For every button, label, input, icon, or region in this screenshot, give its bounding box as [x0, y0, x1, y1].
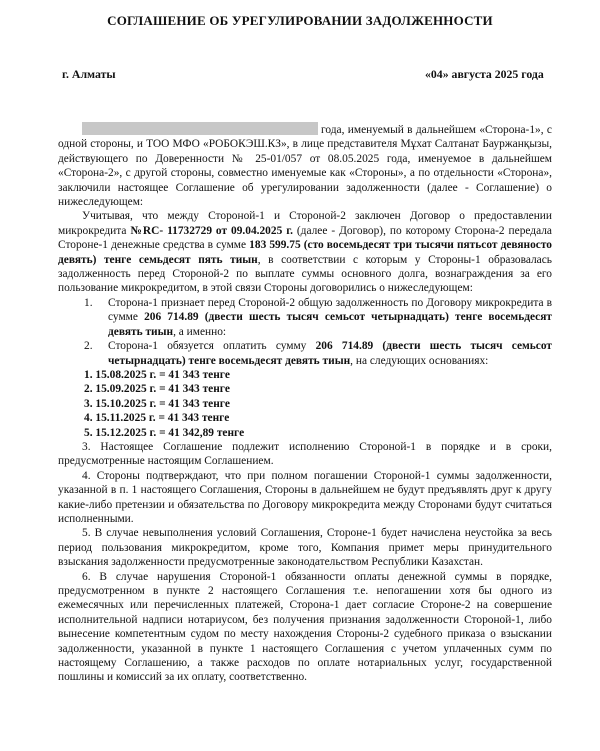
list-item: [58, 296, 552, 339]
intro-paragraph: [58, 122, 552, 209]
contract-number: №RC- 11732729 от 09.04.2025 г.: [130, 224, 293, 237]
clause-4: 4. Стороны подтверждают, что при полном погашении Стороной-1 суммы задолженности, указанной в п. 1 настоящего Соглашения, Стороны в дальнейшем не будут предъявлять друг к другу какие-либо претензии и обязательства по Договору микрокредита между Сторонами будут считаться исполненными.: [58, 469, 552, 525]
payment-row: 5. 15.12.2025 г. = 41 342,89 тенге: [84, 426, 245, 439]
clause-6: 6. В случае нарушения Стороной-1 обязанности оплаты денежной суммы в порядке, предусмотренном в пункте 2 настоящего Соглашения т.е. непогашении хотя бы одного из ежемесячных или перечисленных платежей, Сторона-1 дает согласие Стороне-2 на совершение исполнительной надписи нотариусом, без получения признания задолженности Стороной-1, либо вынесение компетентным судом по месту нахождения Стороны-2 судебного приказа о взыскании задолженности, указанной в пункте 1 настоящего Соглашения с учетом уплаченных сумм по настоящему Соглашению, а также расходов по оплате нотариальных услуг, государственной пошлины и комиссий за их оплату, соответственно.: [58, 570, 552, 684]
payment-row: 2. 15.09.2025 г. = 41 343 тенге: [84, 383, 230, 396]
loan-amount: 183 599.75 (сто восемьдесят три тысячи пятьсот девяносто девять) тенге семьдесят пять тиын: [58, 239, 553, 266]
item-amount: 206 714.89 (двести шесть тысяч семьсот четырнадцать) тенге восемьдесят девять тиын: [108, 340, 553, 367]
item-tail: , на следующих основаниях:: [350, 354, 489, 367]
item-tail: , а именно:: [173, 325, 227, 338]
payment-row: 4. 15.11.2025 г. = 41 343 тенге: [84, 412, 230, 425]
payment-row: 3. 15.10.2025 г. = 41 343 тенге: [84, 397, 230, 410]
clause-5: 5. В случае невыполнения условий Соглашения, Стороне-1 будет начислена неустойка за весь период пользования микрокредитом, кроме того, Компания примет меры принудительного взыскания задолженности предусмотренные законодательством Республики Казахстан.: [58, 527, 552, 569]
clause-3: 3. Настоящее Соглашение подлежит исполнению Стороной-1 в порядке и в сроки, предусмотренные настоящим Соглашением.: [58, 440, 552, 468]
preamble-part-2: (далее - Договор), по которому Сторона-2 передала Стороне-1 денежные средства в сумме: [58, 224, 552, 252]
redacted-name-block: [82, 122, 318, 135]
list-item-number: 1.: [84, 296, 93, 309]
item-text: Сторона-1 признает перед Стороной-2 общую задолженность по Договору микрокредита в сумме: [108, 296, 552, 324]
payment-schedule: [58, 368, 552, 440]
payment-row: 1. 15.08.2025 г. = 41 343 тенге: [84, 368, 230, 381]
preamble-paragraph: [58, 209, 552, 295]
obligations-list: [58, 296, 552, 368]
document-date: «04» августа 2025 года: [425, 67, 544, 81]
list-item-number: 2.: [84, 340, 93, 353]
item-amount: 206 714.89 (двести шесть тысяч семьсот четырнадцать) тенге восемьдесят девять тиын: [108, 311, 552, 338]
document-title: СОГЛАШЕНИЕ ОБ УРЕГУЛИРОВАНИИ ЗАДОЛЖЕННОСТИ: [107, 13, 493, 28]
document-body: [58, 122, 552, 685]
item-text: Сторона-1 обязуется оплатить сумму: [108, 340, 307, 353]
preamble-part-3: , в соответствии с которым у Стороны-1 образовалась задолженность перед Стороной-2 по выплате суммы основного долга, вознаграждения за его пользование микрокредитом, в этой связи Стороны договорились о нижеследующем:: [58, 253, 552, 295]
intro-text: года, именуемый в дальнейшем «Сторона-1», с одной стороны, и ТОО МФО «РОБОКЭШ.КЗ», в лице представителя Мұхат Салтанат Бауржанқызы, действующего по Доверенности № 25-01/057 от 08.05.2025 года, именуемое в дальнейшем «Сторона-2», с другой стороны, совместно именуемые как «Стороны», а по отдельности «Сторона», заключили настоящее Соглашение об урегулировании задолженности (далее - Соглашение) о нижеследующем:: [58, 124, 552, 209]
list-item: [58, 339, 552, 368]
preamble-part-1: Учитывая, что между Стороной-1 и Стороной-2 заключен Договор о предоставлении микрокредита: [58, 210, 552, 237]
city: г. Алматы: [62, 67, 116, 81]
